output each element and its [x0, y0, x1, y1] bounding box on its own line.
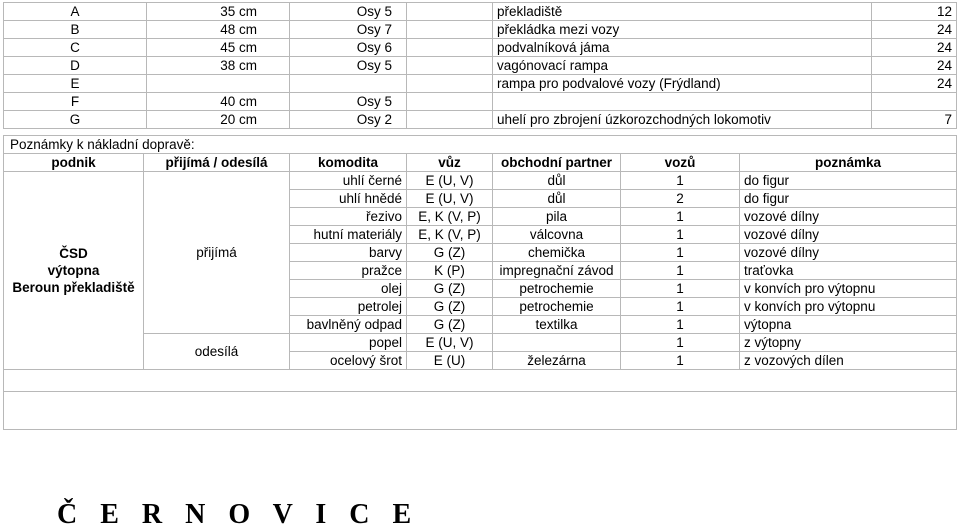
company-name-line: Beroun překladiště — [12, 280, 135, 295]
commodity-cell: pražce — [290, 262, 407, 280]
freight-header-cell: obchodní partner — [493, 154, 621, 172]
track-id: A — [4, 3, 147, 21]
wagon-cell: G (Z) — [407, 316, 493, 334]
track-purpose: uhelí pro zbrojení úzkorozchodných lokomotiv — [493, 111, 872, 129]
track-id: D — [4, 57, 147, 75]
wagon-count-cell: 2 — [621, 190, 740, 208]
track-row — [4, 21, 957, 39]
commodity-cell: řezivo — [290, 208, 407, 226]
track-row — [4, 111, 957, 129]
track-id: F — [4, 93, 147, 111]
empty-cell — [4, 392, 957, 430]
note-cell: v konvích pro výtopnu — [740, 298, 957, 316]
freight-header-cell: komodita — [290, 154, 407, 172]
freight-header-row — [4, 154, 957, 172]
company-name-line: výtopna — [47, 263, 100, 278]
partner-cell: důl — [493, 172, 621, 190]
track-length: 35 cm — [147, 3, 290, 21]
track-length: 48 cm — [147, 21, 290, 39]
track-purpose: rampa pro podvalové vozy (Frýdland) — [493, 75, 872, 93]
track-purpose: překladiště — [493, 3, 872, 21]
track-axles — [290, 75, 407, 93]
note-cell: traťovka — [740, 262, 957, 280]
wagon-count-cell: 1 — [621, 316, 740, 334]
track-capacity — [872, 93, 957, 111]
partner-cell: chemička — [493, 244, 621, 262]
track-axles: Osy 5 — [290, 57, 407, 75]
wagon-count-cell: 1 — [621, 352, 740, 370]
sends-label: odesílá — [144, 334, 290, 370]
track-table — [3, 2, 957, 129]
wagon-cell: E (U) — [407, 352, 493, 370]
partner-cell: textilka — [493, 316, 621, 334]
wagon-count-cell: 1 — [621, 172, 740, 190]
freight-header-cell: podnik — [4, 154, 144, 172]
track-length: 45 cm — [147, 39, 290, 57]
track-capacity: 7 — [872, 111, 957, 129]
empty-cell — [407, 93, 493, 111]
partner-cell: důl — [493, 190, 621, 208]
empty-cell — [407, 57, 493, 75]
note-cell: z vozových dílen — [740, 352, 957, 370]
track-row — [4, 39, 957, 57]
wagon-count-cell: 1 — [621, 280, 740, 298]
commodity-cell: popel — [290, 334, 407, 352]
track-purpose: podvalníková jáma — [493, 39, 872, 57]
commodity-cell: ocelový šrot — [290, 352, 407, 370]
spreadsheet-frame — [3, 2, 956, 412]
empty-cell — [407, 75, 493, 93]
empty-cell — [407, 111, 493, 129]
commodity-cell: uhlí černé — [290, 172, 407, 190]
empty-cell — [407, 21, 493, 39]
wagon-count-cell: 1 — [621, 208, 740, 226]
track-id: G — [4, 111, 147, 129]
freight-table — [3, 135, 957, 430]
partner-cell: petrochemie — [493, 298, 621, 316]
wagon-cell: E (U, V) — [407, 172, 493, 190]
empty-cell — [407, 39, 493, 57]
wagon-cell: E, K (V, P) — [407, 208, 493, 226]
freight-header-cell: vůz — [407, 154, 493, 172]
wagon-cell: E (U, V) — [407, 190, 493, 208]
track-id: C — [4, 39, 147, 57]
track-capacity: 24 — [872, 75, 957, 93]
commodity-cell: hutní materiály — [290, 226, 407, 244]
partner-cell — [493, 334, 621, 352]
track-capacity: 24 — [872, 39, 957, 57]
track-capacity: 24 — [872, 57, 957, 75]
track-length — [147, 75, 290, 93]
freight-row — [4, 172, 957, 190]
station-heading: Č E R N O V I C E — [57, 499, 420, 530]
track-purpose: překládka mezi vozy — [493, 21, 872, 39]
wagon-cell: E, K (V, P) — [407, 226, 493, 244]
partner-cell: pila — [493, 208, 621, 226]
company-name-line: ČSD — [59, 246, 88, 261]
track-capacity: 12 — [872, 3, 957, 21]
wagon-count-cell: 1 — [621, 262, 740, 280]
freight-header-cell: přijímá / odesílá — [144, 154, 290, 172]
commodity-cell: bavlněný odpad — [290, 316, 407, 334]
wagon-count-cell: 1 — [621, 226, 740, 244]
freight-header-cell: poznámka — [740, 154, 957, 172]
track-axles: Osy 7 — [290, 21, 407, 39]
partner-cell: železárna — [493, 352, 621, 370]
partner-cell: petrochemie — [493, 280, 621, 298]
wagon-count-cell: 1 — [621, 334, 740, 352]
commodity-cell: barvy — [290, 244, 407, 262]
track-id: B — [4, 21, 147, 39]
track-length: 20 cm — [147, 111, 290, 129]
track-capacity: 24 — [872, 21, 957, 39]
track-row — [4, 93, 957, 111]
track-axles: Osy 6 — [290, 39, 407, 57]
wagon-cell: E (U, V) — [407, 334, 493, 352]
partner-cell: válcovna — [493, 226, 621, 244]
note-cell: vozové dílny — [740, 226, 957, 244]
wagon-cell: G (Z) — [407, 244, 493, 262]
track-purpose — [493, 93, 872, 111]
note-cell: výtopna — [740, 316, 957, 334]
wagon-count-cell: 1 — [621, 244, 740, 262]
wagon-cell: G (Z) — [407, 280, 493, 298]
track-axles: Osy 2 — [290, 111, 407, 129]
track-row — [4, 3, 957, 21]
note-cell: do figur — [740, 172, 957, 190]
commodity-cell: uhlí hnědé — [290, 190, 407, 208]
note-cell: z výtopny — [740, 334, 957, 352]
track-length: 40 cm — [147, 93, 290, 111]
company-cell — [4, 172, 144, 370]
freight-header-cell: vozů — [621, 154, 740, 172]
track-row — [4, 75, 957, 93]
wagon-cell: G (Z) — [407, 298, 493, 316]
receives-label: přijímá — [144, 172, 290, 334]
track-axles: Osy 5 — [290, 3, 407, 21]
freight-notes-label: Poznámky k nákladní dopravě: — [4, 136, 957, 154]
track-axles: Osy 5 — [290, 93, 407, 111]
track-id: E — [4, 75, 147, 93]
note-cell: do figur — [740, 190, 957, 208]
note-cell: vozové dílny — [740, 244, 957, 262]
wagon-count-cell: 1 — [621, 298, 740, 316]
note-cell: vozové dílny — [740, 208, 957, 226]
track-length: 38 cm — [147, 57, 290, 75]
note-cell: v konvích pro výtopnu — [740, 280, 957, 298]
empty-cell — [407, 3, 493, 21]
freight-row — [4, 334, 957, 352]
wagon-cell: K (P) — [407, 262, 493, 280]
partner-cell: impregnační závod — [493, 262, 621, 280]
empty-cell — [4, 370, 957, 392]
commodity-cell: petrolej — [290, 298, 407, 316]
track-row — [4, 57, 957, 75]
track-purpose: vagónovací rampa — [493, 57, 872, 75]
commodity-cell: olej — [290, 280, 407, 298]
